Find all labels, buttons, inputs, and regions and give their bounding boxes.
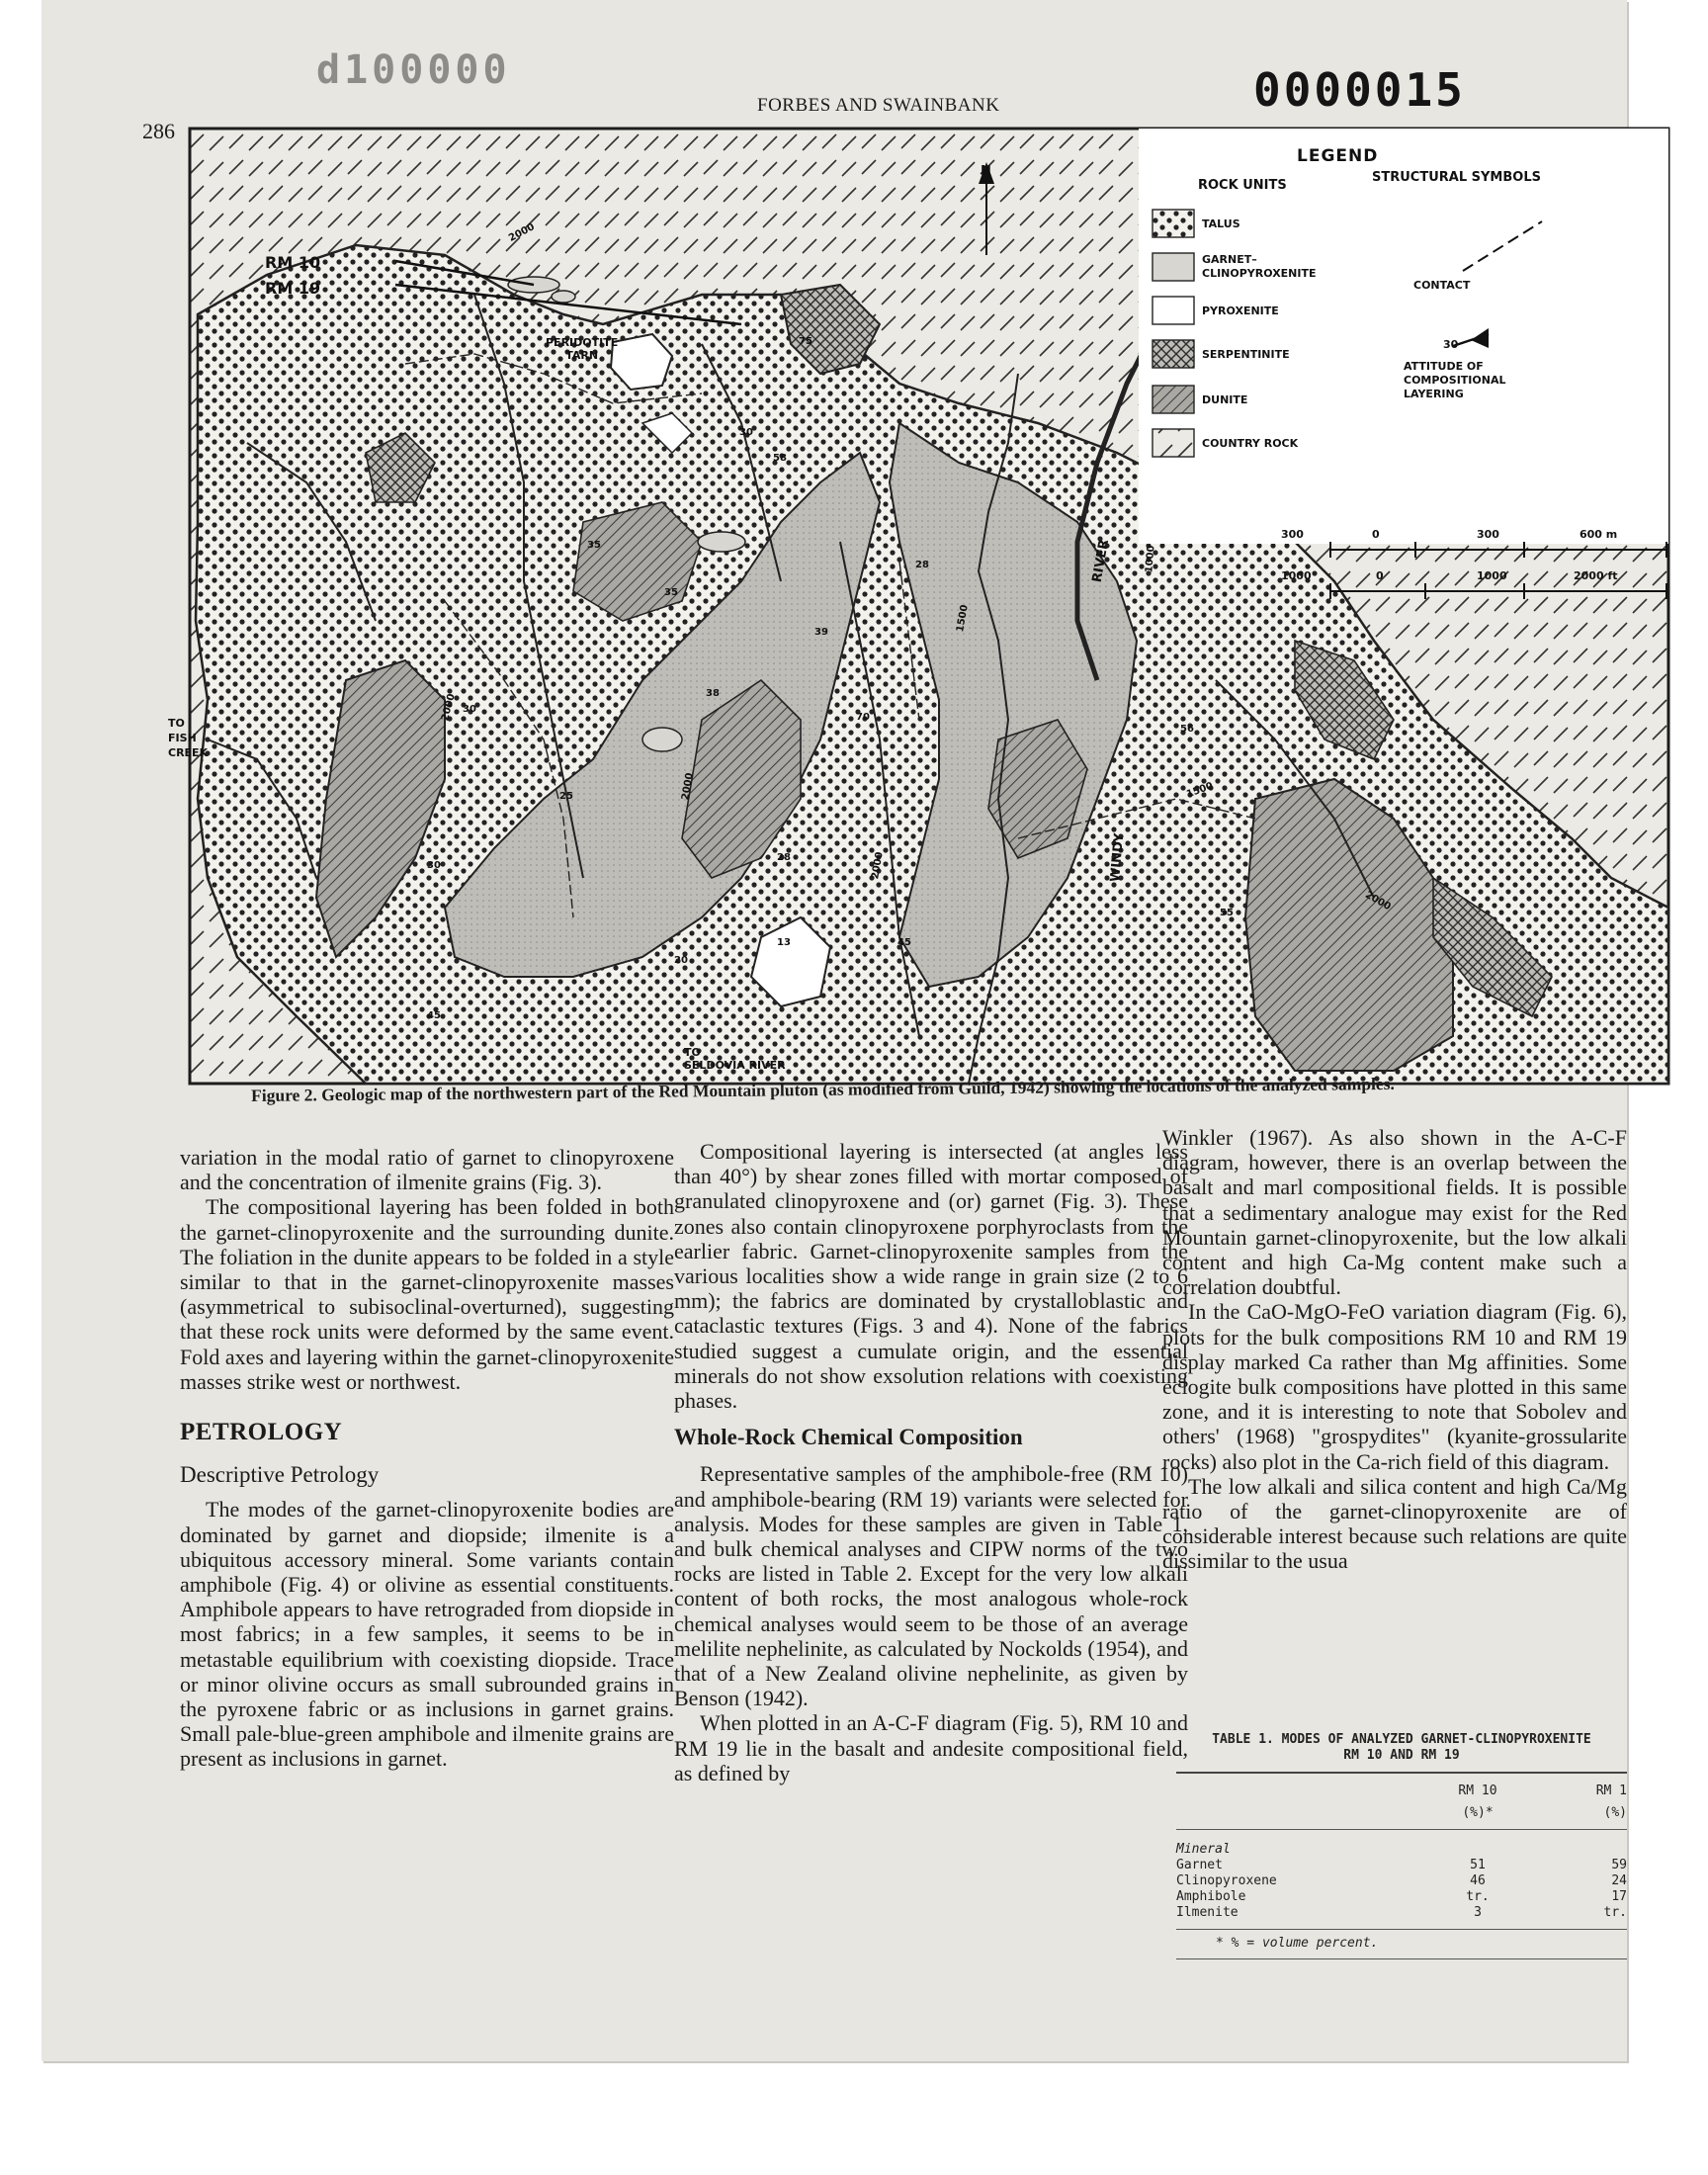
legend-rock-units-heading: ROCK UNITS xyxy=(1198,178,1287,193)
stamp-left: d100000 xyxy=(316,47,511,93)
label-rm10: RM 10 xyxy=(265,253,321,272)
attitude-label-4: 35 xyxy=(587,540,601,551)
label-creek: CREEK xyxy=(168,746,209,759)
label-fish-to: TO xyxy=(168,717,185,730)
table-cell-rm19: 17 xyxy=(1611,1889,1627,1904)
table-cell-rm10: tr. xyxy=(1466,1889,1490,1904)
legend-unit-talus: TALUS xyxy=(1202,218,1240,230)
attitude-label-5: 35 xyxy=(664,587,678,598)
scale-ft-2: 1000 xyxy=(1477,569,1507,582)
table-1-section-row xyxy=(1176,1842,1627,1858)
table-1-col-rm10: RM 10 xyxy=(1458,1784,1497,1798)
legend-unit-garnet: GARNET– CLINOPYROXENITE xyxy=(1202,253,1317,280)
contour-label-5: 2000 xyxy=(1363,889,1393,914)
scale-m-3: 600 m xyxy=(1580,528,1618,541)
legend-attitude-line-3: LAYERING xyxy=(1404,388,1464,400)
label-seldovia xyxy=(684,1046,786,1072)
label-seldovia-river: SELDOVIA RIVER xyxy=(684,1059,786,1072)
attitude-label-2: 30 xyxy=(739,427,753,438)
contour-label-8: 2000 xyxy=(870,850,886,881)
table-1-unit-rm19: (%) xyxy=(1603,1805,1627,1820)
label-fish: FISH xyxy=(168,732,197,744)
col3-paragraph-1: Winkler (1967). As also shown in the A-C-F diagram, however, there is an overlap between the basalt and marl compositional fields. It is possible that a sedimentary analogue may exist for the Red Mountain garnet-clinopyroxenite, but the low alkali content and high Ca-Mg content make such a correlation doubtful. xyxy=(1162,1125,1627,1300)
table-1-col-rm19: RM 1 xyxy=(1595,1784,1627,1798)
attitude-label-7: 39 xyxy=(814,627,828,638)
legend-attitude-line-1: ATTITUDE OF xyxy=(1404,360,1484,373)
map-label-layer xyxy=(42,0,1627,1097)
table-cell-rm19: 24 xyxy=(1611,1873,1627,1888)
attitude-label-18: 55 xyxy=(1220,908,1234,918)
text-column-3 xyxy=(1162,1125,1627,1574)
table-cell-mineral: Ilmenite xyxy=(1176,1905,1238,1920)
label-rm19: RM 19 xyxy=(265,279,321,298)
col3-paragraph-2: In the CaO-MgO-FeO variation diagram (Fig. 6), plots for the bulk compositions RM 10 and RM 19 display marked Ca rather than Mg affinities. Some eclogite bulk compositions have plotted in this same zone, and it is interesting to note that Sobolev and others' (1968) "grospydites" (kyanite-grossularite rocks) also plot in the Ca-rich field of this diagram. xyxy=(1162,1299,1627,1474)
attitude-label-6: 28 xyxy=(915,560,929,570)
col2-paragraph-1: Compositional layering is intersected (at angles less than 40°) by shear zones filled with mortar composed of granulated clinopyroxene and (or) garnet (Fig. 3). These zones also contain clinopyroxene porphyroclasts from the earlier fabric. Garnet-clinopyroxenite samples from the various localities show a wide range in grain size (2 to 6 mm); the fabrics are dominated by crystalloblastic and cataclastic textures (Figs. 3 and 4). None of the fabrics studied suggest a cumulate origin, and the essential minerals do not show exsolution relations with coexisting phases. xyxy=(674,1139,1188,1414)
scale-m-2: 300 xyxy=(1477,528,1499,541)
scale-ft-3: 2000 ft xyxy=(1574,569,1618,582)
legend-unit-dunite: DUNITE xyxy=(1202,393,1248,406)
legend-attitude-value: 30 xyxy=(1443,338,1459,351)
table-row xyxy=(1176,1858,1627,1873)
label-river: RIVER xyxy=(1089,538,1113,584)
table-1-section-mineral: Mineral xyxy=(1176,1842,1231,1857)
contour-label-2: 1500 xyxy=(955,603,971,634)
attitude-label-9: 70 xyxy=(856,712,870,723)
attitude-label-17: 56 xyxy=(1180,724,1194,735)
label-peridotite: PERIDOTITE xyxy=(546,336,619,349)
attitude-label-1: 75 xyxy=(799,336,812,347)
contour-label-4: 1500 xyxy=(1184,780,1215,801)
subsection-heading-whole-rock: Whole-Rock Chemical Composition xyxy=(674,1425,1023,1450)
label-windy: WINDY xyxy=(1108,832,1128,883)
legend-unit-country-rock: COUNTRY ROCK xyxy=(1202,437,1299,450)
attitude-label-16: 45 xyxy=(427,1010,441,1021)
figure-caption: Figure 2. Geologic map of the northwestern part of the Red Mountain pluton (as modified from Guild, 1942) showing the locations of the analyzed samples. xyxy=(251,1073,1395,1105)
attitude-label-15: 20 xyxy=(674,955,688,966)
table-cell-mineral: Garnet xyxy=(1176,1858,1223,1872)
table-cell-mineral: Clinopyroxene xyxy=(1176,1873,1277,1888)
table-cell-rm10: 3 xyxy=(1474,1905,1482,1920)
table-row xyxy=(1176,1889,1627,1905)
table-cell-mineral: Amphibole xyxy=(1176,1889,1246,1904)
table-1-unit-row xyxy=(1176,1805,1627,1821)
legend-structural-heading: STRUCTURAL SYMBOLS xyxy=(1372,170,1541,185)
col1-paragraph-3: The modes of the garnet-clinopyroxenite bodies are dominated by garnet and diopside; ilmenite is a ubiquitous accessory mineral. Some variants contain amphibole (Fig. 4) or olivine as essential constituents. Amphibole appears to have retrograded from diopside in most fabrics; in a few samples, it seems to be in metastable equilibrium with coexisting diopside. Trace or minor olivine occurs as small subrounded grains in the pyroxene fabric or as inclusions in garnet grains. Small pale-blue-green amphibole and ilmenite grains are present as inclusions in garnet. xyxy=(180,1497,674,1772)
table-cell-rm10: 46 xyxy=(1470,1873,1486,1888)
attitude-label-19: 30 xyxy=(427,860,441,871)
attitude-label-14: 45 xyxy=(897,937,911,948)
text-column-2 xyxy=(674,1139,1188,1785)
col3-paragraph-3: The low alkali and silica content and high Ca/Mg ratio of the garnet-clinopyroxenite are of considerable interest because such relations are quite dissimilar to the usua xyxy=(1162,1473,1627,1574)
scanned-page xyxy=(42,0,1627,2061)
contour-label-6: 2000 xyxy=(440,692,458,723)
scale-m-0: 300 xyxy=(1281,528,1304,541)
attitude-label-12: 28 xyxy=(777,852,791,863)
contour-label-7: 2000 xyxy=(680,771,696,802)
scale-ft-1: 0 xyxy=(1376,569,1384,582)
label-tarn: TARN xyxy=(565,349,599,362)
attitude-label-10: 30 xyxy=(463,704,476,715)
table-row xyxy=(1176,1873,1627,1889)
table-1-title: TABLE 1. MODES OF ANALYZED GARNET-CLINOPYROXENITE xyxy=(1212,1732,1591,1747)
col1-paragraph-1: variation in the modal ratio of garnet to clinopyroxene and the concentration of ilmenite grains (Fig. 3). xyxy=(180,1145,674,1195)
table-cell-rm19: 59 xyxy=(1611,1858,1627,1872)
north-label: N xyxy=(981,164,991,179)
col2-paragraph-3: When plotted in an A-C-F diagram (Fig. 5), RM 10 and RM 19 lie in the basalt and andesite compositional field, as defined by xyxy=(674,1710,1188,1785)
legend-attitude-label xyxy=(1404,360,1505,401)
table-row xyxy=(1176,1905,1627,1921)
table-1-footnote: * % = volume percent. xyxy=(1216,1936,1379,1951)
legend-attitude-line-2: COMPOSITIONAL xyxy=(1404,374,1506,387)
stamp-right: 0000015 xyxy=(1253,63,1466,117)
legend-unit-pyroxenite: PYROXENITE xyxy=(1202,304,1279,317)
page-number: 286 xyxy=(142,119,175,143)
contour-label-1: 2000 xyxy=(507,221,537,244)
label-peridotite-tarn xyxy=(546,336,618,362)
scale-ft-0: 1000 xyxy=(1281,569,1312,582)
legend-unit-serpentinite: SERPENTINITE xyxy=(1202,348,1290,361)
scale-m-1: 0 xyxy=(1372,528,1380,541)
running-head: FORBES AND SWAINBANK xyxy=(757,95,1000,116)
table-1 xyxy=(1176,1732,1627,1959)
attitude-label-3: 58 xyxy=(773,453,787,464)
table-cell-rm10: 51 xyxy=(1470,1858,1486,1872)
contour-label-3: 1000 xyxy=(1144,545,1157,573)
legend-title: LEGEND xyxy=(1297,146,1379,166)
col2-paragraph-2: Representative samples of the amphibole-free (RM 10) and amphibole-bearing (RM 19) variants were selected for analysis. Modes for these samples are given in Table 1, and bulk chemical analyses and CIPW norms of the two rocks are listed in Table 2. Except for the very low alkali content of both rocks, the most analogous whole-rock chemical analyses would seem to be those of an average melilite nephelinite, as calculated by Nockolds (1954), and that of a New Zealand olivine nephelinite, as given by Benson (1942). xyxy=(674,1461,1188,1711)
table-1-unit-rm10: (%)* xyxy=(1462,1805,1494,1820)
legend-contact: CONTACT xyxy=(1413,279,1471,292)
attitude-label-13: 13 xyxy=(777,937,791,948)
attitude-label-8: 38 xyxy=(706,688,720,699)
col1-paragraph-2: The compositional layering has been folded in both the garnet-clinopyroxenite and the surrounding dunite. The foliation in the dunite appears to be folded in a style similar to that in the garnet-clinopyroxenite masses (asymmetrical to subisoclinal-overturned), suggesting that these rock units were deformed by the same event. Fold axes and layering within the garnet-clinopyroxenite masses strike west or northwest. xyxy=(180,1194,674,1394)
text-column-1 xyxy=(180,1145,674,1772)
table-cell-rm19: tr. xyxy=(1603,1905,1627,1920)
table-1-subtitle: RM 10 AND RM 19 xyxy=(1343,1748,1460,1763)
attitude-label-11: 25 xyxy=(559,791,573,802)
subsection-heading-descriptive: Descriptive Petrology xyxy=(180,1462,380,1488)
table-1-header-row xyxy=(1176,1784,1627,1799)
label-fish-creek xyxy=(168,716,208,760)
section-heading-petrology: PETROLOGY xyxy=(180,1419,343,1446)
label-seldovia-to: TO xyxy=(684,1046,701,1059)
